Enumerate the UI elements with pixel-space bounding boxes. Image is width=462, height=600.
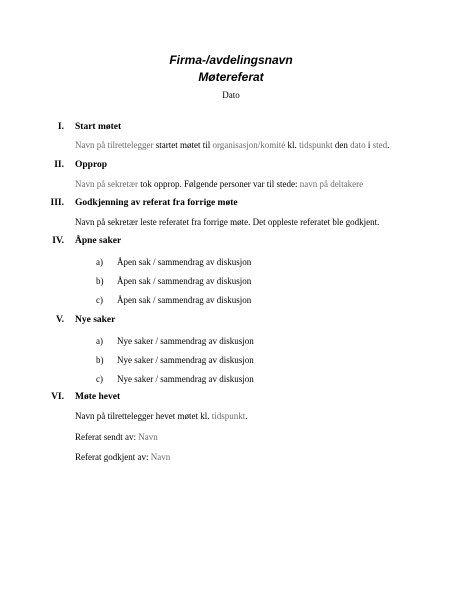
placeholder-text: tidspunkt	[211, 411, 246, 421]
section-title: Nye saker	[75, 315, 116, 325]
placeholder-text: organisasjon/komité	[212, 140, 286, 150]
body-text: tok opprop. Følgende personer var til stede:	[137, 179, 300, 189]
section-body-line	[75, 411, 247, 421]
section-body-line	[75, 432, 158, 442]
list-marker: c)	[96, 295, 103, 305]
section-numeral: V.	[55, 315, 64, 325]
section-numeral: I.	[57, 122, 64, 132]
section-numeral: II.	[54, 160, 64, 170]
body-text: Navn på sekretær leste referatet fra forrige møte. Det oppleste referatet ble godkjent.	[75, 217, 380, 227]
section-title: Start møtet	[75, 122, 122, 132]
section-numeral: III.	[50, 198, 64, 208]
placeholder-text: navn på deltakere	[299, 179, 364, 189]
organization-name: Firma-/avdelingsnavn	[169, 53, 293, 67]
body-text: .	[245, 411, 248, 421]
body-text: Referat sendt av:	[75, 432, 139, 442]
list-item-text: Åpen sak / sammendrag av diskusjon	[117, 295, 252, 305]
list-item-text: Nye saker / sammendrag av diskusjon	[117, 336, 254, 346]
placeholder-text: dato	[350, 140, 366, 150]
body-text: i	[365, 140, 373, 150]
body-text: Navn på tilrettelegger hevet møtet kl.	[75, 411, 212, 421]
section-numeral: IV.	[52, 236, 64, 246]
list-marker: b)	[96, 355, 104, 365]
section-title: Åpne saker	[75, 236, 122, 246]
list-item-text: Åpen sak / sammendrag av diskusjon	[117, 276, 252, 286]
body-text: startet møtet til	[153, 140, 213, 150]
section-body-line	[75, 217, 379, 227]
placeholder-text: sted	[372, 140, 388, 150]
document-title: Møtereferat	[198, 70, 264, 84]
list-item-text: Nye saker / sammendrag av diskusjon	[117, 374, 254, 384]
list-marker: a)	[96, 257, 103, 267]
body-text: Referat godkjent av:	[75, 452, 151, 462]
placeholder-text: Navn på sekretær	[75, 179, 138, 189]
section-title: Opprop	[75, 160, 108, 170]
section-numeral: VI.	[51, 392, 64, 402]
list-marker: b)	[96, 276, 104, 286]
list-marker: a)	[96, 336, 103, 346]
placeholder-text: Navn	[138, 432, 158, 442]
section-body-line	[75, 452, 170, 462]
placeholder-text: tidspunkt	[299, 140, 333, 150]
list-item-text: Nye saker / sammendrag av diskusjon	[117, 355, 254, 365]
date-label: Dato	[222, 90, 240, 100]
body-text: den	[332, 140, 351, 150]
section-body-line	[75, 179, 363, 189]
section-title: Møte hevet	[75, 392, 121, 402]
section-title: Godkjenning av referat fra forrige møte	[75, 198, 238, 208]
list-item-text: Åpen sak / sammendrag av diskusjon	[117, 257, 252, 267]
body-text: kl.	[285, 140, 300, 150]
section-body-line	[75, 140, 389, 150]
placeholder-text: Navn på tilrettelegger	[75, 140, 154, 150]
body-text: .	[387, 140, 390, 150]
list-marker: c)	[96, 374, 103, 384]
placeholder-text: Navn	[150, 452, 171, 462]
